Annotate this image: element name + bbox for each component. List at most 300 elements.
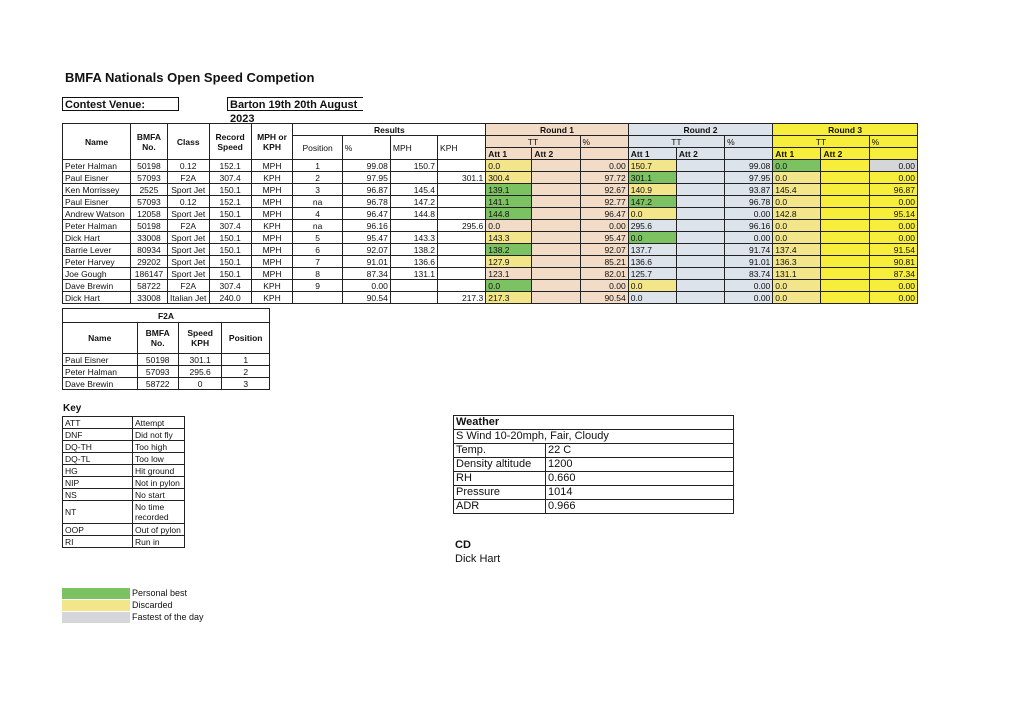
header-pct: % xyxy=(342,136,390,160)
list-item xyxy=(454,500,734,514)
cell-name: Peter Harvey xyxy=(63,256,131,268)
legend-label: Fastest of the day xyxy=(132,612,204,622)
cell-r2a1: 0.0 xyxy=(628,292,676,304)
cell-rec: 150.1 xyxy=(209,244,251,256)
weather-label: ADR xyxy=(454,500,546,514)
key-code: DQ-TH xyxy=(63,441,133,453)
cell-bmfa: 29202 xyxy=(131,256,168,268)
cell-r2p: 91.01 xyxy=(725,256,773,268)
f2a-header-speed: Speed KPH xyxy=(178,323,221,354)
cell-kph xyxy=(438,196,486,208)
header-bmfa: BMFA No. xyxy=(131,124,168,160)
cell-pos: 9 xyxy=(293,280,342,292)
cell-r2a1: 140.9 xyxy=(628,184,676,196)
cell-kph xyxy=(438,184,486,196)
cell-rec: 150.1 xyxy=(209,184,251,196)
header-r3-att1: Att 1 xyxy=(773,148,821,160)
cell-r3p: 91.54 xyxy=(869,244,917,256)
table-row xyxy=(63,292,918,304)
cell-cls: 0.12 xyxy=(167,160,209,172)
list-item xyxy=(63,501,185,524)
cell-r1a2 xyxy=(532,232,580,244)
f2a-cell-pos: 3 xyxy=(222,378,270,390)
cell-r2a2 xyxy=(676,292,724,304)
cell-r3a1: 0.0 xyxy=(773,280,821,292)
cell-r3a1: 0.0 xyxy=(773,196,821,208)
cell-r3a1: 0.0 xyxy=(773,172,821,184)
f2a-title: F2A xyxy=(63,309,270,323)
cell-kph xyxy=(438,232,486,244)
cell-mph: 145.4 xyxy=(390,184,437,196)
cell-r1p: 97.72 xyxy=(580,172,628,184)
cell-rec: 150.1 xyxy=(209,208,251,220)
cell-r3a2 xyxy=(821,232,869,244)
cell-r1a2 xyxy=(532,220,580,232)
cell-r3p: 87.34 xyxy=(869,268,917,280)
header-unit: MPH or KPH xyxy=(251,124,293,160)
cell-pct: 87.34 xyxy=(342,268,390,280)
cell-bmfa: 12058 xyxy=(131,208,168,220)
key-code: RI xyxy=(63,536,133,548)
f2a-table xyxy=(62,308,270,390)
venue-label: Contest Venue: xyxy=(62,97,179,111)
cell-r2a2 xyxy=(676,268,724,280)
cell-r1a1: 0.0 xyxy=(486,220,532,232)
cell-name: Dave Brewin xyxy=(63,280,131,292)
cell-r3a1: 0.0 xyxy=(773,220,821,232)
table-row xyxy=(63,208,918,220)
cell-r1a1: 0.0 xyxy=(486,280,532,292)
cell-pos: 6 xyxy=(293,244,342,256)
cell-pos: 2 xyxy=(293,172,342,184)
header-r3-att2: Att 2 xyxy=(821,148,869,160)
cell-r3a2 xyxy=(821,220,869,232)
key-desc: Attempt xyxy=(133,417,185,429)
cell-r3a1: 142.8 xyxy=(773,208,821,220)
cell-r2a1: 125.7 xyxy=(628,268,676,280)
cell-name: Barrie Lever xyxy=(63,244,131,256)
header-kph: KPH xyxy=(438,136,486,160)
cell-r1a2 xyxy=(532,280,580,292)
key-desc: Did not fly xyxy=(133,429,185,441)
cell-r3a1: 136.3 xyxy=(773,256,821,268)
cell-kph: 301.1 xyxy=(438,172,486,184)
cell-r3a2 xyxy=(821,172,869,184)
list-item xyxy=(63,477,185,489)
cell-bmfa: 50198 xyxy=(131,160,168,172)
table-row xyxy=(63,256,918,268)
f2a-cell-bmfa: 50198 xyxy=(137,354,178,366)
cell-r3a1: 0.0 xyxy=(773,160,821,172)
f2a-cell-speed: 301.1 xyxy=(178,354,221,366)
weather-value: 1014 xyxy=(546,486,734,500)
cell-pct: 95.47 xyxy=(342,232,390,244)
cell-r1a2 xyxy=(532,292,580,304)
cell-r1p: 92.07 xyxy=(580,244,628,256)
cell-r1p: 0.00 xyxy=(580,280,628,292)
key-code: ATT xyxy=(63,417,133,429)
key-code: DQ-TL xyxy=(63,453,133,465)
f2a-cell-speed: 0 xyxy=(178,378,221,390)
legend-swatch xyxy=(62,600,130,611)
cell-r2p: 0.00 xyxy=(725,292,773,304)
cell-cls: Sport Jet xyxy=(167,184,209,196)
cell-rec: 150.1 xyxy=(209,232,251,244)
cell-r3p: 0.00 xyxy=(869,280,917,292)
weather-label: RH xyxy=(454,472,546,486)
cell-name: Peter Halman xyxy=(63,220,131,232)
table-row xyxy=(63,160,918,172)
key-desc: No time recorded xyxy=(133,501,185,524)
cell-pct: 96.47 xyxy=(342,208,390,220)
cell-name: Andrew Watson xyxy=(63,208,131,220)
list-item xyxy=(454,458,734,472)
key-code: NIP xyxy=(63,477,133,489)
table-row xyxy=(63,196,918,208)
cell-r3p: 96.87 xyxy=(869,184,917,196)
cell-r2a1: 295.6 xyxy=(628,220,676,232)
cell-r1a1: 123.1 xyxy=(486,268,532,280)
cell-r3a1: 0.0 xyxy=(773,292,821,304)
cell-unit: MPH xyxy=(251,268,293,280)
key-code: NS xyxy=(63,489,133,501)
cell-r1a2 xyxy=(532,184,580,196)
cell-r2p: 0.00 xyxy=(725,280,773,292)
list-item xyxy=(63,489,185,501)
cell-mph: 147.2 xyxy=(390,196,437,208)
cell-kph xyxy=(438,208,486,220)
cell-cls: Sport Jet xyxy=(167,268,209,280)
cell-pct: 97.95 xyxy=(342,172,390,184)
list-item xyxy=(63,441,185,453)
cell-cls: Sport Jet xyxy=(167,232,209,244)
cell-r3a1: 0.0 xyxy=(773,232,821,244)
cell-unit: KPH xyxy=(251,172,293,184)
cell-kph: 217.3 xyxy=(438,292,486,304)
header-name: Name xyxy=(63,124,131,160)
cell-r1a1: 139.1 xyxy=(486,184,532,196)
weather-label: Pressure xyxy=(454,486,546,500)
cell-r1a2 xyxy=(532,268,580,280)
cell-r1p: 0.00 xyxy=(580,220,628,232)
f2a-header-position: Position xyxy=(222,323,270,354)
cell-mph xyxy=(390,172,437,184)
f2a-cell-bmfa: 57093 xyxy=(137,366,178,378)
cell-r3a1: 131.1 xyxy=(773,268,821,280)
cell-r1a2 xyxy=(532,172,580,184)
cell-r2p: 83.74 xyxy=(725,268,773,280)
cell-r3a2 xyxy=(821,256,869,268)
cell-r3a2 xyxy=(821,268,869,280)
cell-r2a2 xyxy=(676,160,724,172)
cell-r1a1: 141.1 xyxy=(486,196,532,208)
cell-cls: F2A xyxy=(167,280,209,292)
cell-kph xyxy=(438,280,486,292)
cell-bmfa: 50198 xyxy=(131,220,168,232)
cell-r1p: 92.77 xyxy=(580,196,628,208)
weather-title: Weather xyxy=(454,416,734,430)
list-item xyxy=(63,453,185,465)
cell-pct: 99.08 xyxy=(342,160,390,172)
cell-rec: 150.1 xyxy=(209,268,251,280)
venue-value: Barton 19th 20th August 2023 xyxy=(227,97,363,111)
cell-r2p: 99.08 xyxy=(725,160,773,172)
header-position: Position xyxy=(293,136,342,160)
header-round2: Round 2 xyxy=(628,124,773,136)
cell-r3a1: 137.4 xyxy=(773,244,821,256)
cell-r3a2 xyxy=(821,292,869,304)
list-item xyxy=(63,465,185,477)
list-item xyxy=(454,472,734,486)
cell-kph: 295.6 xyxy=(438,220,486,232)
cell-r1a1: 0.0 xyxy=(486,160,532,172)
header-r3-tt: TT xyxy=(773,136,869,148)
cell-r1a2 xyxy=(532,256,580,268)
table-row xyxy=(63,220,918,232)
cell-rec: 240.0 xyxy=(209,292,251,304)
f2a-cell-bmfa: 58722 xyxy=(137,378,178,390)
cell-r2a2 xyxy=(676,232,724,244)
cell-name: Dick Hart xyxy=(63,292,131,304)
cell-r1a2 xyxy=(532,160,580,172)
f2a-cell-name: Peter Halman xyxy=(63,366,138,378)
cell-pos: 7 xyxy=(293,256,342,268)
cell-r1p: 82.01 xyxy=(580,268,628,280)
weather-label: Temp. xyxy=(454,444,546,458)
cell-r3a2 xyxy=(821,280,869,292)
header-r1-tt: TT xyxy=(486,136,580,148)
cell-r2a1: 0.0 xyxy=(628,232,676,244)
header-class: Class xyxy=(167,124,209,160)
cell-r2a1: 137.7 xyxy=(628,244,676,256)
header-r2-pct: % xyxy=(725,136,773,148)
cell-pct: 96.78 xyxy=(342,196,390,208)
page-title: BMFA Nationals Open Speed Competion xyxy=(65,70,315,85)
cell-rec: 152.1 xyxy=(209,196,251,208)
key-desc: Too high xyxy=(133,441,185,453)
cell-unit: MPH xyxy=(251,244,293,256)
weather-value: 22 C xyxy=(546,444,734,458)
header-round1: Round 1 xyxy=(486,124,628,136)
cell-r1p: 0.00 xyxy=(580,160,628,172)
weather-value: 0.966 xyxy=(546,500,734,514)
key-code: NT xyxy=(63,501,133,524)
cell-pos: na xyxy=(293,220,342,232)
cell-bmfa: 33008 xyxy=(131,292,168,304)
cell-rec: 307.4 xyxy=(209,280,251,292)
header-r1-pct: % xyxy=(580,136,628,148)
cell-r3p: 90.81 xyxy=(869,256,917,268)
legend-label: Discarded xyxy=(132,600,173,610)
cell-name: Joe Gough xyxy=(63,268,131,280)
cell-r3p: 95.14 xyxy=(869,208,917,220)
table-row xyxy=(63,280,918,292)
results-table xyxy=(62,123,918,304)
cell-r1p: 90.54 xyxy=(580,292,628,304)
weather-label: Density altitude xyxy=(454,458,546,472)
cell-r1a1: 144.8 xyxy=(486,208,532,220)
cell-cls: F2A xyxy=(167,220,209,232)
cell-cls: F2A xyxy=(167,172,209,184)
f2a-cell-pos: 1 xyxy=(222,354,270,366)
cell-r1a1: 127.9 xyxy=(486,256,532,268)
cell-r3a2 xyxy=(821,196,869,208)
table-row xyxy=(63,366,270,378)
key-desc: No start xyxy=(133,489,185,501)
cd-name: Dick Hart xyxy=(455,553,501,565)
cell-unit: KPH xyxy=(251,280,293,292)
cell-mph xyxy=(390,292,437,304)
f2a-header-name: Name xyxy=(63,323,138,354)
cell-r2a2 xyxy=(676,256,724,268)
key-code: DNF xyxy=(63,429,133,441)
cell-bmfa: 2525 xyxy=(131,184,168,196)
cell-rec: 150.1 xyxy=(209,256,251,268)
table-row xyxy=(63,184,918,196)
cell-pct: 96.16 xyxy=(342,220,390,232)
cell-r3a2 xyxy=(821,160,869,172)
header-r1-att2: Att 2 xyxy=(532,148,580,160)
cell-r1p: 96.47 xyxy=(580,208,628,220)
f2a-header-bmfa: BMFA No. xyxy=(137,323,178,354)
table-row xyxy=(63,354,270,366)
cell-r1a1: 300.4 xyxy=(486,172,532,184)
cell-pos xyxy=(293,292,342,304)
legend-swatch xyxy=(62,588,130,599)
cell-mph: 144.8 xyxy=(390,208,437,220)
f2a-cell-pos: 2 xyxy=(222,366,270,378)
cell-r2p: 0.00 xyxy=(725,232,773,244)
weather-table xyxy=(453,415,734,514)
cell-r1a1: 217.3 xyxy=(486,292,532,304)
cell-r1p: 92.67 xyxy=(580,184,628,196)
cell-bmfa: 80934 xyxy=(131,244,168,256)
cell-r3p: 0.00 xyxy=(869,232,917,244)
header-r2-att2: Att 2 xyxy=(676,148,724,160)
cell-pos: 4 xyxy=(293,208,342,220)
cell-kph xyxy=(438,256,486,268)
cell-unit: MPH xyxy=(251,232,293,244)
header-r2-att1: Att 1 xyxy=(628,148,676,160)
cell-unit: KPH xyxy=(251,220,293,232)
cell-cls: Sport Jet xyxy=(167,244,209,256)
cell-r1a2 xyxy=(532,196,580,208)
list-item xyxy=(63,524,185,536)
cell-r3p: 0.00 xyxy=(869,292,917,304)
cell-r2p: 97.95 xyxy=(725,172,773,184)
cell-cls: Sport Jet xyxy=(167,256,209,268)
cell-r3a2 xyxy=(821,208,869,220)
f2a-cell-name: Dave Brewin xyxy=(63,378,138,390)
cell-cls: Sport Jet xyxy=(167,208,209,220)
cell-r1p: 85.21 xyxy=(580,256,628,268)
cell-mph: 136.6 xyxy=(390,256,437,268)
cell-bmfa: 58722 xyxy=(131,280,168,292)
cell-r2a1: 301.1 xyxy=(628,172,676,184)
f2a-cell-speed: 295.6 xyxy=(178,366,221,378)
cell-r1p: 95.47 xyxy=(580,232,628,244)
cell-name: Ken Morrissey xyxy=(63,184,131,196)
cell-r3a2 xyxy=(821,184,869,196)
key-table xyxy=(62,416,185,548)
weather-summary: S Wind 10-20mph, Fair, Cloudy xyxy=(454,430,734,444)
cell-r3a1: 145.4 xyxy=(773,184,821,196)
key-desc: Not in pylon xyxy=(133,477,185,489)
cell-r2p: 91.74 xyxy=(725,244,773,256)
key-desc: Out of pylon xyxy=(133,524,185,536)
cell-pos: 8 xyxy=(293,268,342,280)
cell-r3a2 xyxy=(821,244,869,256)
cell-pos: na xyxy=(293,196,342,208)
cell-unit: MPH xyxy=(251,196,293,208)
cell-r2a2 xyxy=(676,244,724,256)
cell-r2a1: 0.0 xyxy=(628,208,676,220)
table-row xyxy=(63,232,918,244)
legend-swatch xyxy=(62,612,130,623)
cell-unit: MPH xyxy=(251,208,293,220)
cell-bmfa: 57093 xyxy=(131,172,168,184)
cell-r2p: 93.87 xyxy=(725,184,773,196)
cell-rec: 307.4 xyxy=(209,220,251,232)
cell-r3p: 0.00 xyxy=(869,196,917,208)
header-record: Record Speed xyxy=(209,124,251,160)
list-item xyxy=(63,429,185,441)
cell-rec: 307.4 xyxy=(209,172,251,184)
key-code: HG xyxy=(63,465,133,477)
cell-unit: MPH xyxy=(251,184,293,196)
cell-r2a2 xyxy=(676,172,724,184)
cell-pos: 1 xyxy=(293,160,342,172)
cell-unit: MPH xyxy=(251,160,293,172)
cell-bmfa: 57093 xyxy=(131,196,168,208)
header-r2-tt: TT xyxy=(628,136,724,148)
key-code: OOP xyxy=(63,524,133,536)
table-row xyxy=(63,172,918,184)
header-results: Results xyxy=(293,124,486,136)
key-desc: Too low xyxy=(133,453,185,465)
list-item xyxy=(63,417,185,429)
table-row xyxy=(63,378,270,390)
header-r3-pct: % xyxy=(869,136,917,148)
cell-unit: KPH xyxy=(251,292,293,304)
weather-value: 1200 xyxy=(546,458,734,472)
key-title: Key xyxy=(63,403,82,414)
cell-name: Peter Halman xyxy=(63,160,131,172)
cell-r2a1: 136.6 xyxy=(628,256,676,268)
cell-name: Dick Hart xyxy=(63,232,131,244)
cell-r1a2 xyxy=(532,244,580,256)
list-item xyxy=(454,486,734,500)
cell-r2a2 xyxy=(676,208,724,220)
cell-mph: 150.7 xyxy=(390,160,437,172)
cell-kph xyxy=(438,160,486,172)
cell-r1a1: 138.2 xyxy=(486,244,532,256)
cell-r3p: 0.00 xyxy=(869,172,917,184)
cell-mph: 131.1 xyxy=(390,268,437,280)
cell-name: Paul Eisner xyxy=(63,196,131,208)
cell-pos: 5 xyxy=(293,232,342,244)
list-item xyxy=(454,444,734,458)
cell-r3p: 0.00 xyxy=(869,160,917,172)
key-desc: Run in xyxy=(133,536,185,548)
cell-pct: 91.01 xyxy=(342,256,390,268)
cell-cls: 0.12 xyxy=(167,196,209,208)
cell-r1a1: 143.3 xyxy=(486,232,532,244)
cd-label: CD xyxy=(455,539,471,551)
cell-mph xyxy=(390,280,437,292)
cell-kph xyxy=(438,244,486,256)
table-row xyxy=(63,244,918,256)
